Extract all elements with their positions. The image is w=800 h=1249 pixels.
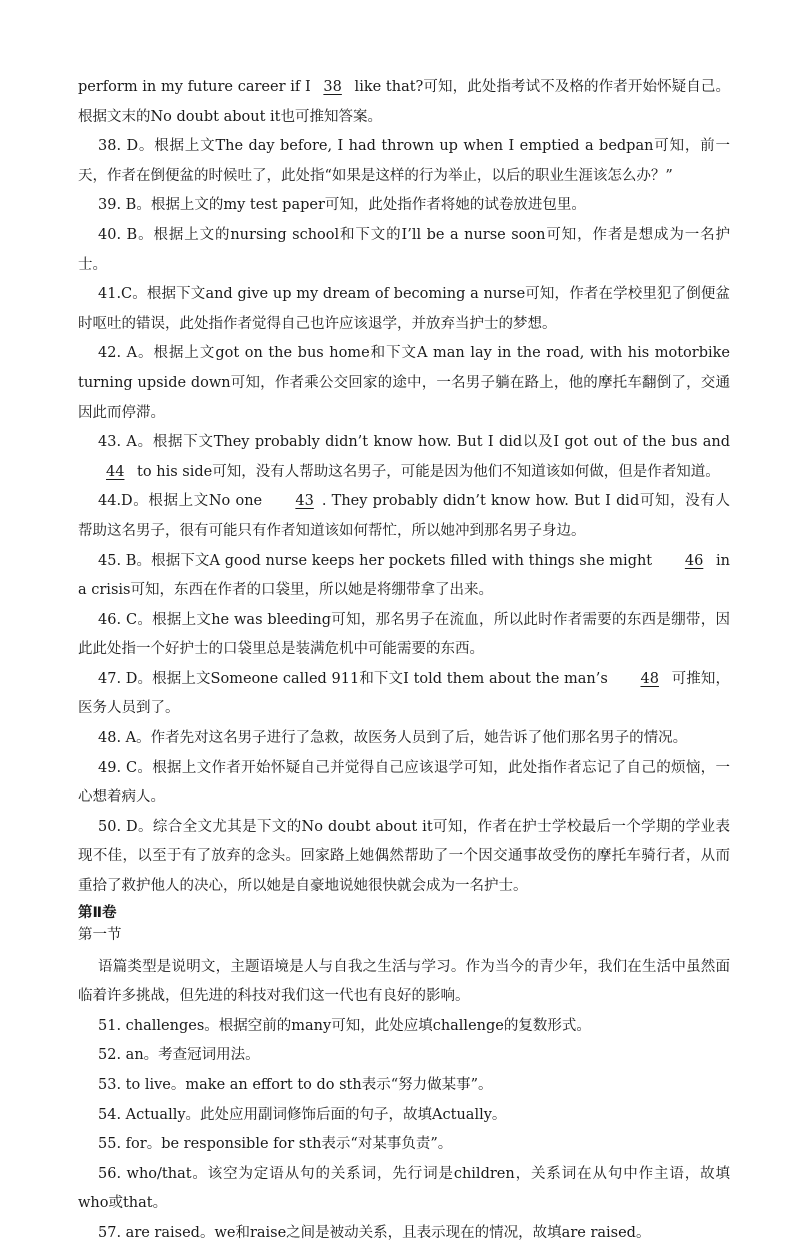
answer-50: 50. D。综合全文尤其是下文的No doubt about it可知，作者在护士学校最后一个学期的学业表现不佳，以至于有了放弃的念头。回家路上她偶然帮助了一个因交通事故受伤的摩托车骑行者，从而重拾了救护他人的决心，所以她是自豪地说她很快就会成为一名护士。 (78, 818, 730, 895)
answer-54: 54. Actually。此处应用副词修饰后面的句子，故填Actually。 (98, 1106, 507, 1123)
answer-38: 38. D。根据上文The day before, I had thrown up when I emptied a bedpan可知，前一天，作者在倒便盆的时候吐了，此处指“如果是这样的行为举止，以后的职业生涯该怎么办？” (78, 138, 730, 184)
answer-39: 39. B。根据上文的my test paper可知，此处指作者将她的试卷放进包里。 (98, 197, 586, 214)
answer-46: 46. C。根据上文he was bleeding可知，那名男子在流血，所以此时作者需要的东西是绷带，因此此处指一个好护士的口袋里总是装满危机中可能需要的东西。 (78, 611, 730, 658)
answer-41: 41.C。根据下文and give up my dream of becoming a nurse可知，作者在学校里犯了倒便盆时呕吐的错误，此处指作者觉得自己也许应该退学，并放弃当护士的梦想。 (78, 286, 730, 332)
answer-explanations (78, 73, 730, 1249)
blank-43: 43 (295, 493, 314, 510)
blank-38: 38 (323, 79, 342, 95)
answer-52: 52. an。考查冠词用法。 (98, 1047, 260, 1064)
blank-48: 48 (640, 670, 659, 687)
part-heading: 第Ⅱ卷 (78, 904, 117, 921)
answer-42: 42. A。根据上文got on the bus home和下文A man lay in the road, with his motorbike turning upside down可知，作者乘公交回家的途中，一名男子躺在路上，他的摩托车翻倒了，交通因此而停滞。 (78, 345, 730, 421)
answer-47: 47. D。根据上文Someone called 911和下文I told them about the man’s 48 可推知，医务人员到了。 (78, 665, 730, 724)
part2-answers (78, 953, 730, 1249)
paragraph-continuation: perform in my future career if I 38 like that?可知，此处指考试不及格的作者开始怀疑自己。根据文末的No doubt about it也可推知答案。 (78, 73, 730, 132)
answer-53: 53. to live。make an effort to do sth表示“努力做某事”。 (98, 1077, 493, 1093)
answer-40: 40. B。根据上文的nursing school和下文的I’ll be a nurse soon可知，作者是想成为一名护士。 (78, 226, 730, 273)
answer-51: 51. challenges。根据空前的many可知，此处应填challenge的复数形式。 (98, 1017, 591, 1034)
answer-43: 43. A。根据下文They probably didn’t know how. But I did以及I got out of the bus and 44 to his side可知，没有人帮助这名男子，可能是因为他们不知道该如何做，但是作者知道。 (78, 428, 730, 487)
answer-55: 55. for。be responsible for sth表示“对某事负责”。 (98, 1136, 453, 1153)
answer-48: 48. A。作者先对这名男子进行了急救，故医务人员到了后，她告诉了他们那名男子的情况。 (98, 730, 688, 747)
section-heading: 第一节 (78, 926, 122, 943)
blank-46: 46 (684, 552, 704, 569)
answer-49: 49. C。根据上文作者开始怀疑自己并觉得自己应该退学可知，此处指作者忘记了自己的烦恼，一心想着病人。 (78, 759, 730, 806)
blank-44: 44 (106, 463, 125, 480)
answer-57: 57. are raised。we和raise之间是被动关系，且表示现在的情况，故填are raised。 (98, 1224, 651, 1241)
passage-intro: 语篇类型是说明文，主题语境是人与自我之生活与学习。作为当今的青少年，我们在生活中虽然面临着许多挑战，但先进的科技对我们这一代也有良好的影响。 (78, 958, 730, 1005)
answer-45: 45. B。根据下文A good nurse keeps her pockets filled with things she might 46 in a crisis可知，东西在作者的口袋里，所以她是将绷带拿了出来。 (78, 547, 730, 606)
answer-44: 44.D。根据上文No one 43 . They probably didn’t know how. But I did可知，没有人帮助这名男子，很有可能只有作者知道该如何帮忙，所以她冲到那名男子身边。 (78, 487, 730, 546)
answer-56: 56. who/that。该空为定语从句的关系词，先行词是children，关系词在从句中作主语，故填who或that。 (78, 1165, 730, 1212)
